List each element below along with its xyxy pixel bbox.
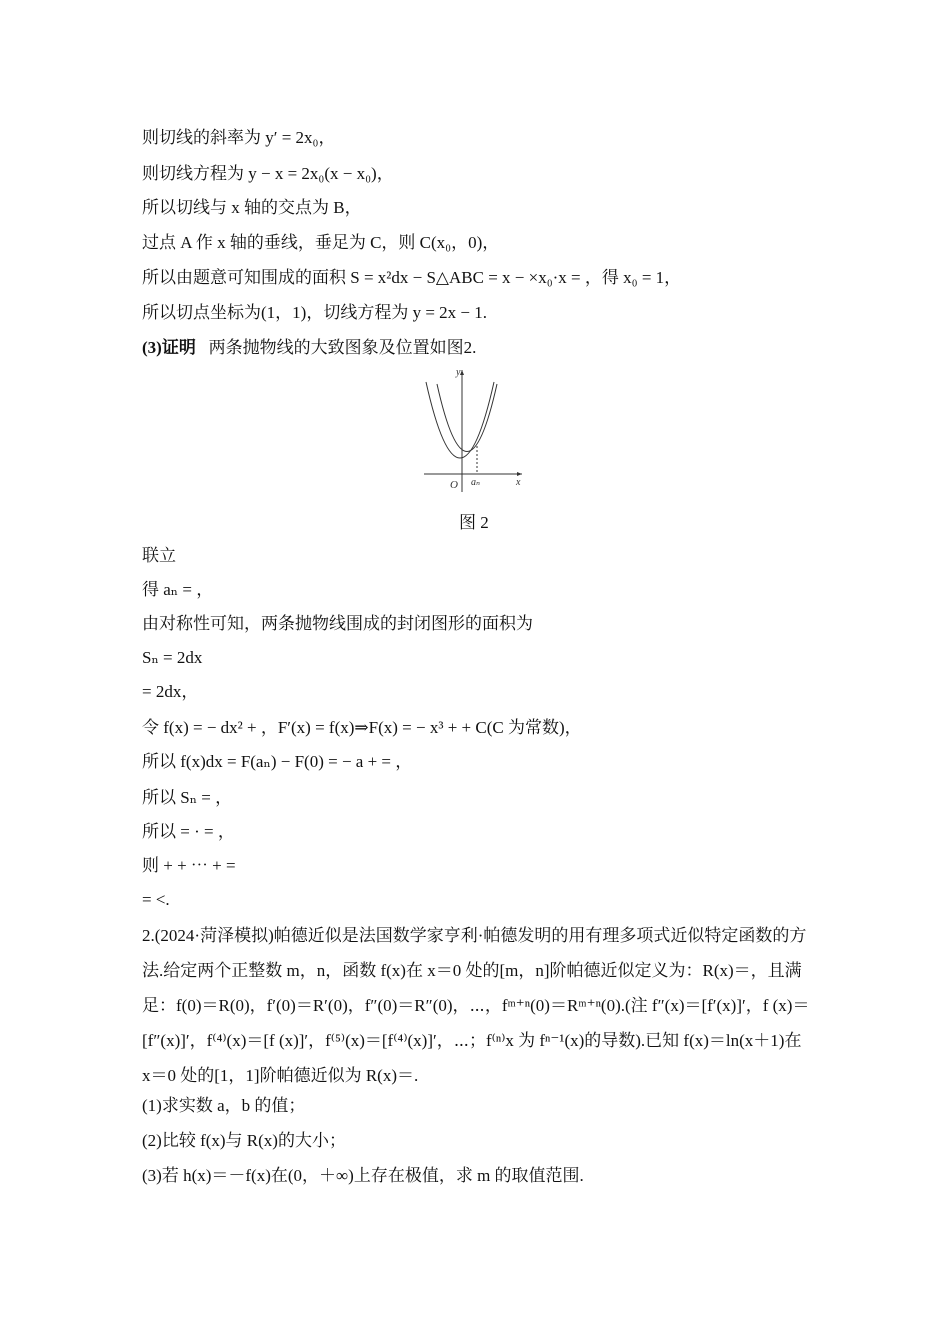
solution-line-1: 则切线的斜率为 y′ = 2x₀，	[142, 128, 336, 147]
solution-line-2: 则切线方程为 y − x = 2x₀(x − x₀)，	[142, 164, 394, 183]
solution2-line-6: 令 f(x) = − dx² + ，F′(x) = f(x)⇒F(x) = − x³ + + C(C 为常数)，	[142, 718, 582, 737]
parabola-figure	[416, 364, 528, 494]
solution2-line-8: 所以 Sₙ = ，	[142, 788, 233, 807]
proof-line	[142, 336, 476, 360]
problem2-text: 2.(2024·菏泽模拟)帕德近似是法国数学家亨利·帕德发明的用有理多项式近似特定函数的方法.给定两个正整数 m，n，函数 f(x)在 x＝0 处的[m，n]阶帕德近似定义为：R(x)＝，且满足：f(0)＝R(0)，f′(0)＝R′(0)，f″(0)＝R″(0)，⋯，fᵐ⁺ⁿ(0)＝Rᵐ⁺ⁿ(0).(注 f″(x)＝[f′(x)]′，f (x)＝[f″(x)]′，f⁽⁴⁾(x)＝[f (x)]′，f⁽⁵⁾(x)＝[f⁽⁴⁾(x)]′，⋯；f⁽ⁿ⁾x 为 fⁿ⁻¹(x)的导数).已知 f(x)＝ln(x＋1)在 x＝0 处的[1，1]阶帕德近似为 R(x)＝.	[142, 926, 810, 1085]
solution-line-5: 所以由题意可知围成的面积 S = x²dx − S△ABC = x − ×x₀·x = ，得 x₀ = 1，	[142, 268, 682, 287]
solution2-line-9: 所以 = · = ，	[142, 822, 235, 841]
solution-line-4: 过点 A 作 x 轴的垂线，垂足为 C，则 C(x₀，0)，	[142, 233, 500, 252]
parabola-curve-2	[437, 384, 497, 452]
origin-label: O	[450, 479, 458, 491]
solution-line-3: 所以切线与 x 轴的交点为 B，	[142, 198, 362, 217]
solution2-line-7: 所以 f(x)dx = F(aₙ) − F(0) = − a + = ，	[142, 752, 413, 771]
proof-label: (3)证明	[142, 338, 196, 357]
y-axis-arrow	[460, 370, 464, 375]
point-label: aₙ	[471, 477, 481, 488]
problem2-question-1: (1)求实数 a，b 的值；	[142, 1096, 306, 1115]
solution-line-6: 所以切点坐标为(1，1)，切线方程为 y = 2x − 1.	[142, 303, 487, 322]
problem2-question-3: (3)若 h(x)＝－f(x)在(0，＋∞)上存在极值，求 m 的取值范围.	[142, 1166, 584, 1185]
x-axis-arrow	[517, 472, 522, 476]
x-axis-label: x	[516, 477, 521, 488]
proof-text: 两条抛物线的大致图象及位置如图2.	[208, 338, 477, 357]
parabola-curve-1	[426, 382, 494, 458]
problem2-question-2: (2)比较 f(x)与 R(x)的大小；	[142, 1131, 346, 1150]
figure-caption: 图 2	[459, 513, 489, 532]
solution2-line-5: = 2dx，	[142, 682, 199, 701]
solution2-line-1: 联立	[142, 546, 176, 565]
y-axis-label: y	[456, 367, 461, 378]
solution2-line-2: 得 aₙ = ，	[142, 580, 214, 599]
solution2-line-10: 则 + + ⋯ + =	[142, 856, 236, 875]
solution2-line-3: 由对称性可知，两条抛物线围成的封闭图形的面积为	[142, 614, 533, 633]
solution2-line-11: = <.	[142, 890, 170, 909]
solution2-line-4: Sₙ = 2dx	[142, 648, 203, 667]
